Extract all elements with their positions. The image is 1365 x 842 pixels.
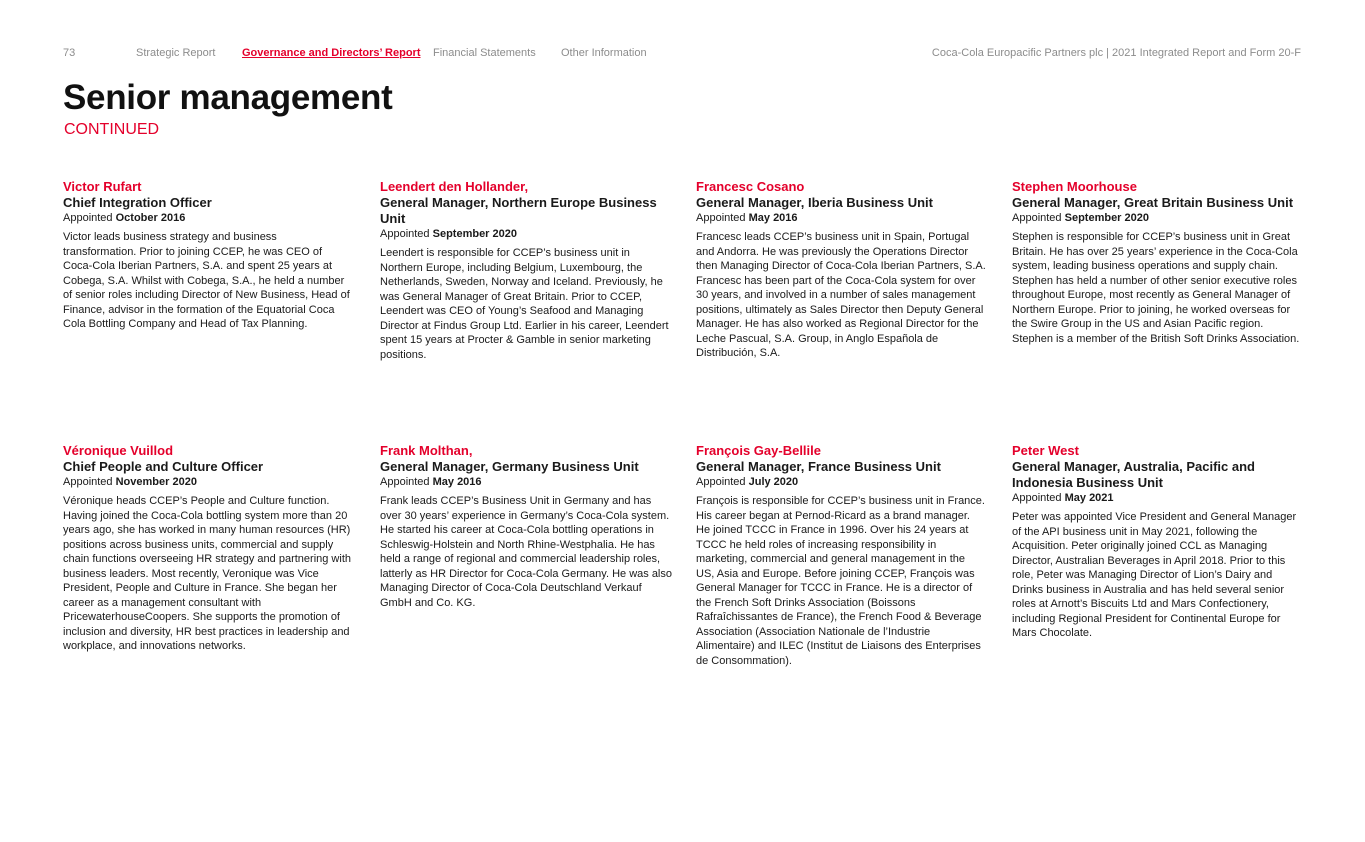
person-name: Peter West bbox=[1012, 443, 1079, 458]
page-title: Senior management bbox=[63, 78, 393, 117]
person-appointed bbox=[696, 475, 986, 490]
person-role: Chief People and Culture Officer bbox=[63, 459, 264, 474]
page-number: 73 bbox=[63, 47, 76, 59]
person-bio: Peter was appointed Vice President and General Manager of the API business unit in May 2021, following the Acquisition. Peter originally joined CCL as Managing Director, Australian Beverages in April 2018. Prior to this role, Peter was Managing Director of Lion’s Dairy and Drinks business in Australia and has held several senior roles at Arnott’s Biscuits Ltd and Mars Confectionery, including Regional President for Continental Europe for Mars Chocolate. bbox=[1012, 511, 1297, 639]
person-appointed bbox=[63, 475, 353, 490]
person-role: General Manager, Germany Business Unit bbox=[380, 459, 639, 474]
person-bio: Frank leads CCEP’s Business Unit in Germany and has over 30 years’ experience in Germany’s Coca-Cola system. He started his career at Coca-Cola bottling operations in Schleswig-Holstein and North Rhine-Westphalia. He has held a range of regional and commercial leadership roles, latterly as HR Director for Coca-Cola Germany. He was also Managing Director of Coca-Cola Deutschland Verkauf GmbH and Co. KG. bbox=[380, 495, 672, 609]
nav-link-other-information[interactable]: Other Information bbox=[561, 47, 647, 59]
page-subtitle: CONTINUED bbox=[64, 121, 160, 138]
profile-francesc-cosano bbox=[696, 179, 986, 361]
person-appointed bbox=[1012, 211, 1304, 226]
appointed-date: October 2016 bbox=[115, 212, 186, 224]
appointed-date: September 2020 bbox=[1064, 212, 1149, 224]
profile-francois-gay-bellile bbox=[696, 443, 986, 668]
appointed-date: May 2021 bbox=[1064, 492, 1114, 504]
profile-stephen-moorhouse bbox=[1012, 179, 1304, 346]
person-appointed bbox=[63, 211, 353, 226]
appointed-label: Appointed bbox=[63, 476, 113, 488]
profile-peter-west bbox=[1012, 443, 1304, 641]
profile-leendert-den-hollander bbox=[380, 179, 672, 362]
person-name: Frank Molthan, bbox=[380, 443, 473, 458]
person-name: François Gay-Bellile bbox=[696, 443, 821, 458]
nav-link-financial-statements[interactable]: Financial Statements bbox=[433, 47, 536, 59]
appointed-label: Appointed bbox=[696, 476, 746, 488]
appointed-label: Appointed bbox=[63, 212, 113, 224]
person-appointed bbox=[380, 227, 672, 242]
top-navigation bbox=[0, 47, 1365, 63]
person-appointed bbox=[380, 475, 672, 490]
person-role: General Manager, Great Britain Business Unit bbox=[1012, 195, 1294, 210]
appointed-label: Appointed bbox=[380, 476, 430, 488]
person-name: Francesc Cosano bbox=[696, 179, 805, 194]
person-bio: François is responsible for CCEP’s business unit in France. His career began at Pernod-Ricard as a brand manager. He joined TCCC in France in 1996. Over his 24 years at TCCC he held roles of increasing responsibility in marketing, commercial and general management in the US, Asia and Europe. Before joining CCEP, François was General Manager for TCCC in France. He is a director of the French Soft Drinks Association (Boissons Rafraîchissantes de France), the French Food & Beverage Association (Association Nationale de l’Industrie Alimentaire) and ILEC (Institut de Liaisons des Enterprises de Consommation). bbox=[696, 495, 985, 667]
appointed-date: July 2020 bbox=[748, 476, 799, 488]
person-appointed bbox=[696, 211, 986, 226]
document-title: Coca-Cola Europacific Partners plc | 2021 Integrated Report and Form 20-F bbox=[931, 47, 1301, 59]
person-name: Victor Rufart bbox=[63, 179, 142, 194]
person-bio: Leendert is responsible for CCEP’s business unit in Northern Europe, including Belgium, Luxembourg, the Netherlands, Sweden, Norway and Iceland. Previously, he was General Manager of Great Britain. Prior to CCEP, Leendert was CEO of Young’s Seafood and Managing Director at Findus Group Ltd. Earlier in his career, Leendert spent 15 years at Procter & Gamble in senior marketing positions. bbox=[380, 247, 669, 361]
person-role: General Manager, France Business Unit bbox=[696, 459, 941, 474]
profile-veronique-vuillod bbox=[63, 443, 353, 654]
profile-frank-molthan bbox=[380, 443, 672, 610]
appointed-label: Appointed bbox=[380, 228, 430, 240]
appointed-date: November 2020 bbox=[115, 476, 197, 488]
person-bio: Stephen is responsible for CCEP’s business unit in Great Britain. He has over 25 years’ experience in the Coca-Cola system, leading business operations and supply chain. Stephen has held a number of other senior executive roles throughout Europe, most recently as General Manager of Northern Europe. Prior to joining, he worked overseas for the Swire Group in the US and Asian Pacific region. Stephen is a member of the British Soft Drinks Association. bbox=[1012, 231, 1300, 345]
person-bio: Véronique heads CCEP’s People and Culture function. Having joined the Coca-Cola bottling system more than 20 years ago, she has worked in many human resources (HR) positions across business units, commercial and supply chain functions overseeing HR strategy and partnering with business leaders. Most recently, Veronique was Vice President, People and Culture in France. She began her career as a management consultant with PricewaterhouseCoopers. She supports the promotion of inclusion and diversity, HR best practices in leadership and workplace, and innovations networks. bbox=[63, 495, 351, 652]
person-name: Stephen Moorhouse bbox=[1012, 179, 1137, 194]
appointed-label: Appointed bbox=[1012, 212, 1062, 224]
person-bio: Francesc leads CCEP’s business unit in Spain, Portugal and Andorra. He was previously the Operations Director then Managing Director of Coca-Cola Iberian Partners, S.A. Francesc has been part of the Coca-Cola system for over 30 years, and involved in a number of sales management positions, ultimately as Sales Director then Deputy General Manager. He has also worked as Regional Director for the Leche Pascual, S.A. Group, in Anglo Española de Distribución, S.A. bbox=[696, 231, 986, 359]
appointed-date: May 2016 bbox=[748, 212, 798, 224]
profile-victor-rufart bbox=[63, 179, 353, 332]
person-name: Véronique Vuillod bbox=[63, 443, 174, 458]
appointed-label: Appointed bbox=[1012, 492, 1062, 504]
person-name: Leendert den Hollander, bbox=[380, 179, 529, 194]
appointed-date: September 2020 bbox=[432, 228, 517, 240]
person-role: General Manager, Australia, Pacific and Indonesia Business Unit bbox=[1012, 459, 1256, 490]
person-role: Chief Integration Officer bbox=[63, 195, 212, 210]
person-role: General Manager, Iberia Business Unit bbox=[696, 195, 933, 210]
appointed-date: May 2016 bbox=[432, 476, 482, 488]
nav-link-governance-report[interactable]: Governance and Directors’ Report bbox=[242, 47, 421, 59]
person-role: General Manager, Northern Europe Business Unit bbox=[380, 195, 657, 226]
nav-link-strategic-report[interactable]: Strategic Report bbox=[136, 47, 216, 59]
person-appointed bbox=[1012, 491, 1304, 506]
appointed-label: Appointed bbox=[696, 212, 746, 224]
person-bio: Victor leads business strategy and business transformation. Prior to joining CCEP, he was CEO of Coca-Cola Iberian Partners, S.A. and spent 25 years at Cobega, S.A. Whilst with Cobega, S.A., he held a number of senior roles including Director of New Business, Head of Finance, advisor in the formation of the Equatorial Coca Cola Bottling Company and Head of Tax Planning. bbox=[63, 231, 350, 330]
